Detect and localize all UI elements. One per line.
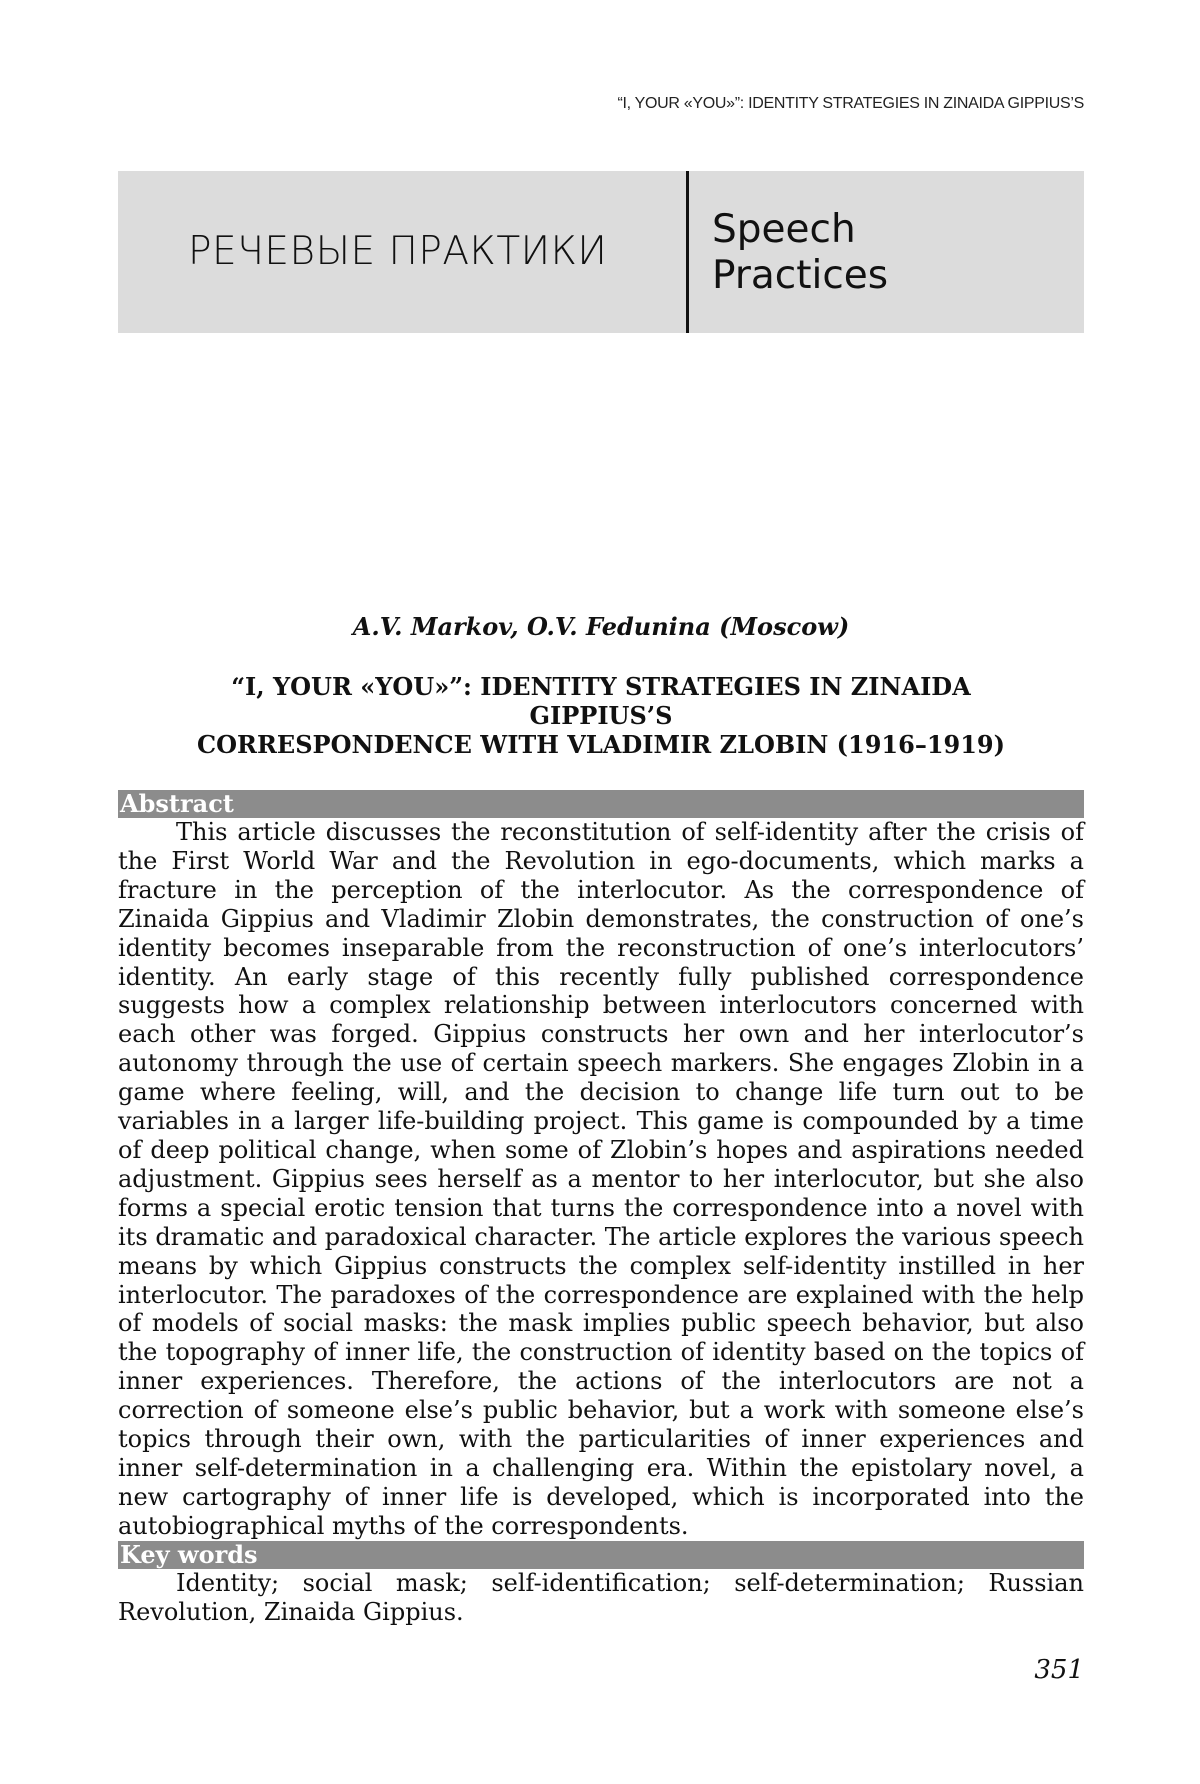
abstract-heading: Abstract <box>118 790 1084 818</box>
section-title-en <box>712 207 888 299</box>
section-title-en-line1: Speech <box>712 207 888 253</box>
section-banner <box>118 171 1084 333</box>
page-number: 351 <box>1034 1655 1084 1685</box>
article-title-line1: “I, YOUR «YOU»”: IDENTITY STRATEGIES IN ZINAIDA <box>148 672 1054 701</box>
article-title-line3: CORRESPONDENCE WITH VLADIMIR ZLOBIN (1916–1919) <box>148 730 1054 759</box>
article-authors: A.V. Markov, O.V. Fedunina (Moscow) <box>118 612 1084 641</box>
keywords-heading: Key words <box>118 1541 1084 1569</box>
section-title-ru: РЕЧЕВЫЕ ПРАКТИКИ <box>188 229 607 274</box>
running-header: “I, YOUR «YOU»”: IDENTITY STRATEGIES IN ZINAIDA GIPPIUS’S <box>617 95 1084 113</box>
keywords-text: Identity; social mask; self-identification; self-determination; Russian Revolution, Zinaida Gippius. <box>118 1569 1084 1627</box>
section-title-en-line2: Practices <box>712 253 888 299</box>
article-title-line2: GIPPIUS’S <box>148 701 1054 730</box>
article-title <box>148 672 1054 759</box>
abstract-text: This article discusses the reconstitution of self-identity after the crisis of the First World War and the Revolution in ego-documents, which marks a fracture in the perception of the interlocutor. As the correspondence of Zinaida Gippius and Vladimir Zlobin demonstrates, the construction of one’s identity becomes inseparable from the reconstruction of one’s interlocutors’ identity. An early stage of this recently fully published correspondence suggests how a complex relationship between interlocutors concerned with each other was forged. Gippius constructs her own and her interlocutor’s autonomy through the use of certain speech markers. She engages Zlobin in a game where feeling, will, and the decision to change life turn out to be variables in a larger life-building project. This game is compounded by a time of deep political change, when some of Zlobin’s hopes and aspirations needed adjustment. Gippius sees herself as a mentor to her interlocutor, but she also forms a special erotic tension that turns the correspondence into a novel with its dramatic and paradoxical character. The article explores the various speech means by which Gippius constructs the complex self-identity instilled in her interlocutor. The paradoxes of the correspondence are explained with the help of models of social masks: the mask implies public speech behavior, but also the topography of inner life, the construction of identity based on the topics of inner experiences. Therefore, the actions of the interlocutors are not a correction of someone else’s public behavior, but a work with someone else’s topics through their own, with the particularities of inner experiences and inner self-determination in a challenging era. Within the epistolary novel, a new cartography of inner life is developed, which is incorporated into the autobiographical myths of the correspondents. <box>118 818 1084 1541</box>
banner-divider <box>686 171 689 333</box>
